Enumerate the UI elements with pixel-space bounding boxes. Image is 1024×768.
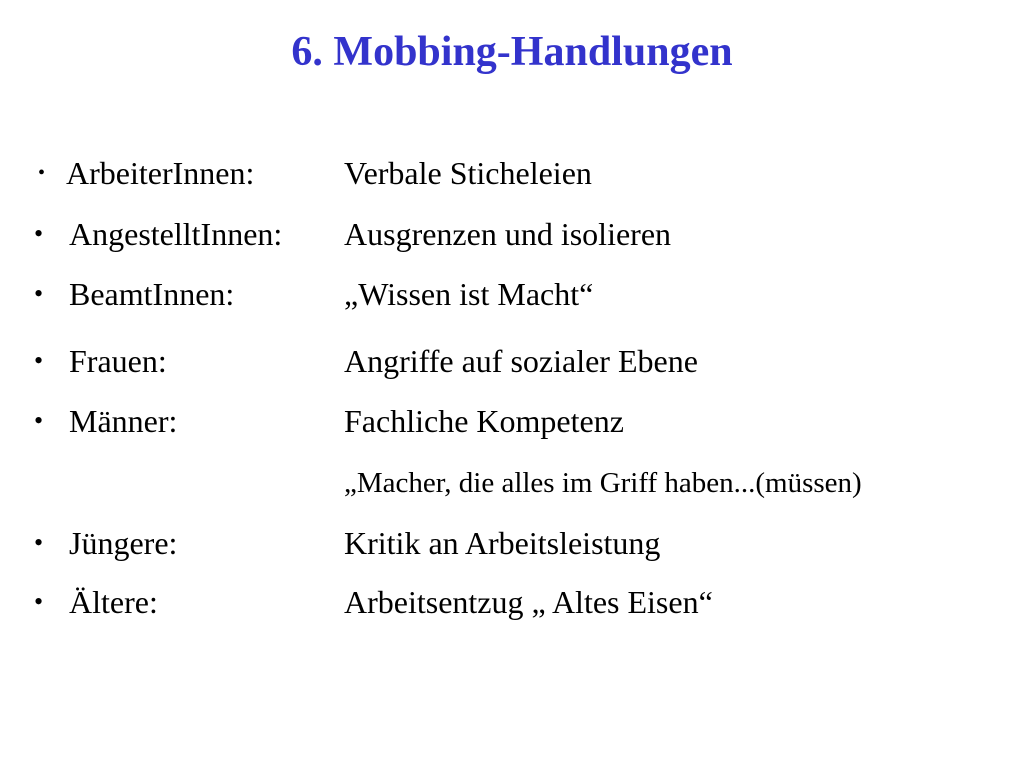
group-value: Fachliche Kompetenz bbox=[344, 403, 624, 439]
list-item-maenner bbox=[0, 397, 1024, 445]
bullet-icon: • bbox=[34, 346, 44, 375]
bullet-icon: • bbox=[38, 162, 46, 184]
group-label: Jüngere: bbox=[69, 525, 178, 561]
list-item-continuation bbox=[0, 459, 1024, 507]
bullet-icon: • bbox=[34, 219, 44, 248]
bullet-icon: • bbox=[34, 587, 44, 616]
group-value: Ausgrenzen und isolieren bbox=[344, 216, 672, 252]
slide-title: 6. Mobbing-Handlungen bbox=[291, 29, 733, 75]
list-item-beamtinnen bbox=[0, 270, 1024, 318]
bullet-icon: • bbox=[34, 279, 44, 308]
list-item-juengere bbox=[0, 519, 1024, 567]
group-value: Arbeitsentzug „ Altes Eisen“ bbox=[344, 584, 713, 620]
group-label: Ältere: bbox=[69, 584, 158, 620]
bullet-icon: • bbox=[34, 528, 44, 557]
group-label: Frauen: bbox=[69, 343, 167, 379]
group-value: Angriffe auf sozialer Ebene bbox=[344, 343, 698, 379]
group-label: BeamtInnen: bbox=[69, 276, 235, 312]
group-value: „Wissen ist Macht“ bbox=[344, 276, 594, 312]
bullet-icon: • bbox=[34, 406, 44, 435]
group-label: ArbeiterInnen: bbox=[66, 155, 255, 191]
list-item-frauen bbox=[0, 337, 1024, 385]
list-item-aeltere bbox=[0, 578, 1024, 626]
list-item-angestelltinnen bbox=[0, 210, 1024, 258]
group-value-continuation: „Macher, die alles im Griff haben...(müssen) bbox=[344, 467, 862, 499]
group-value: Verbale Sticheleien bbox=[344, 155, 592, 191]
group-value: Kritik an Arbeitsleistung bbox=[344, 525, 661, 561]
group-label: Männer: bbox=[69, 403, 178, 439]
list-item-arbeiterinnen bbox=[0, 149, 1024, 197]
group-label: AngestelltInnen: bbox=[69, 216, 283, 252]
